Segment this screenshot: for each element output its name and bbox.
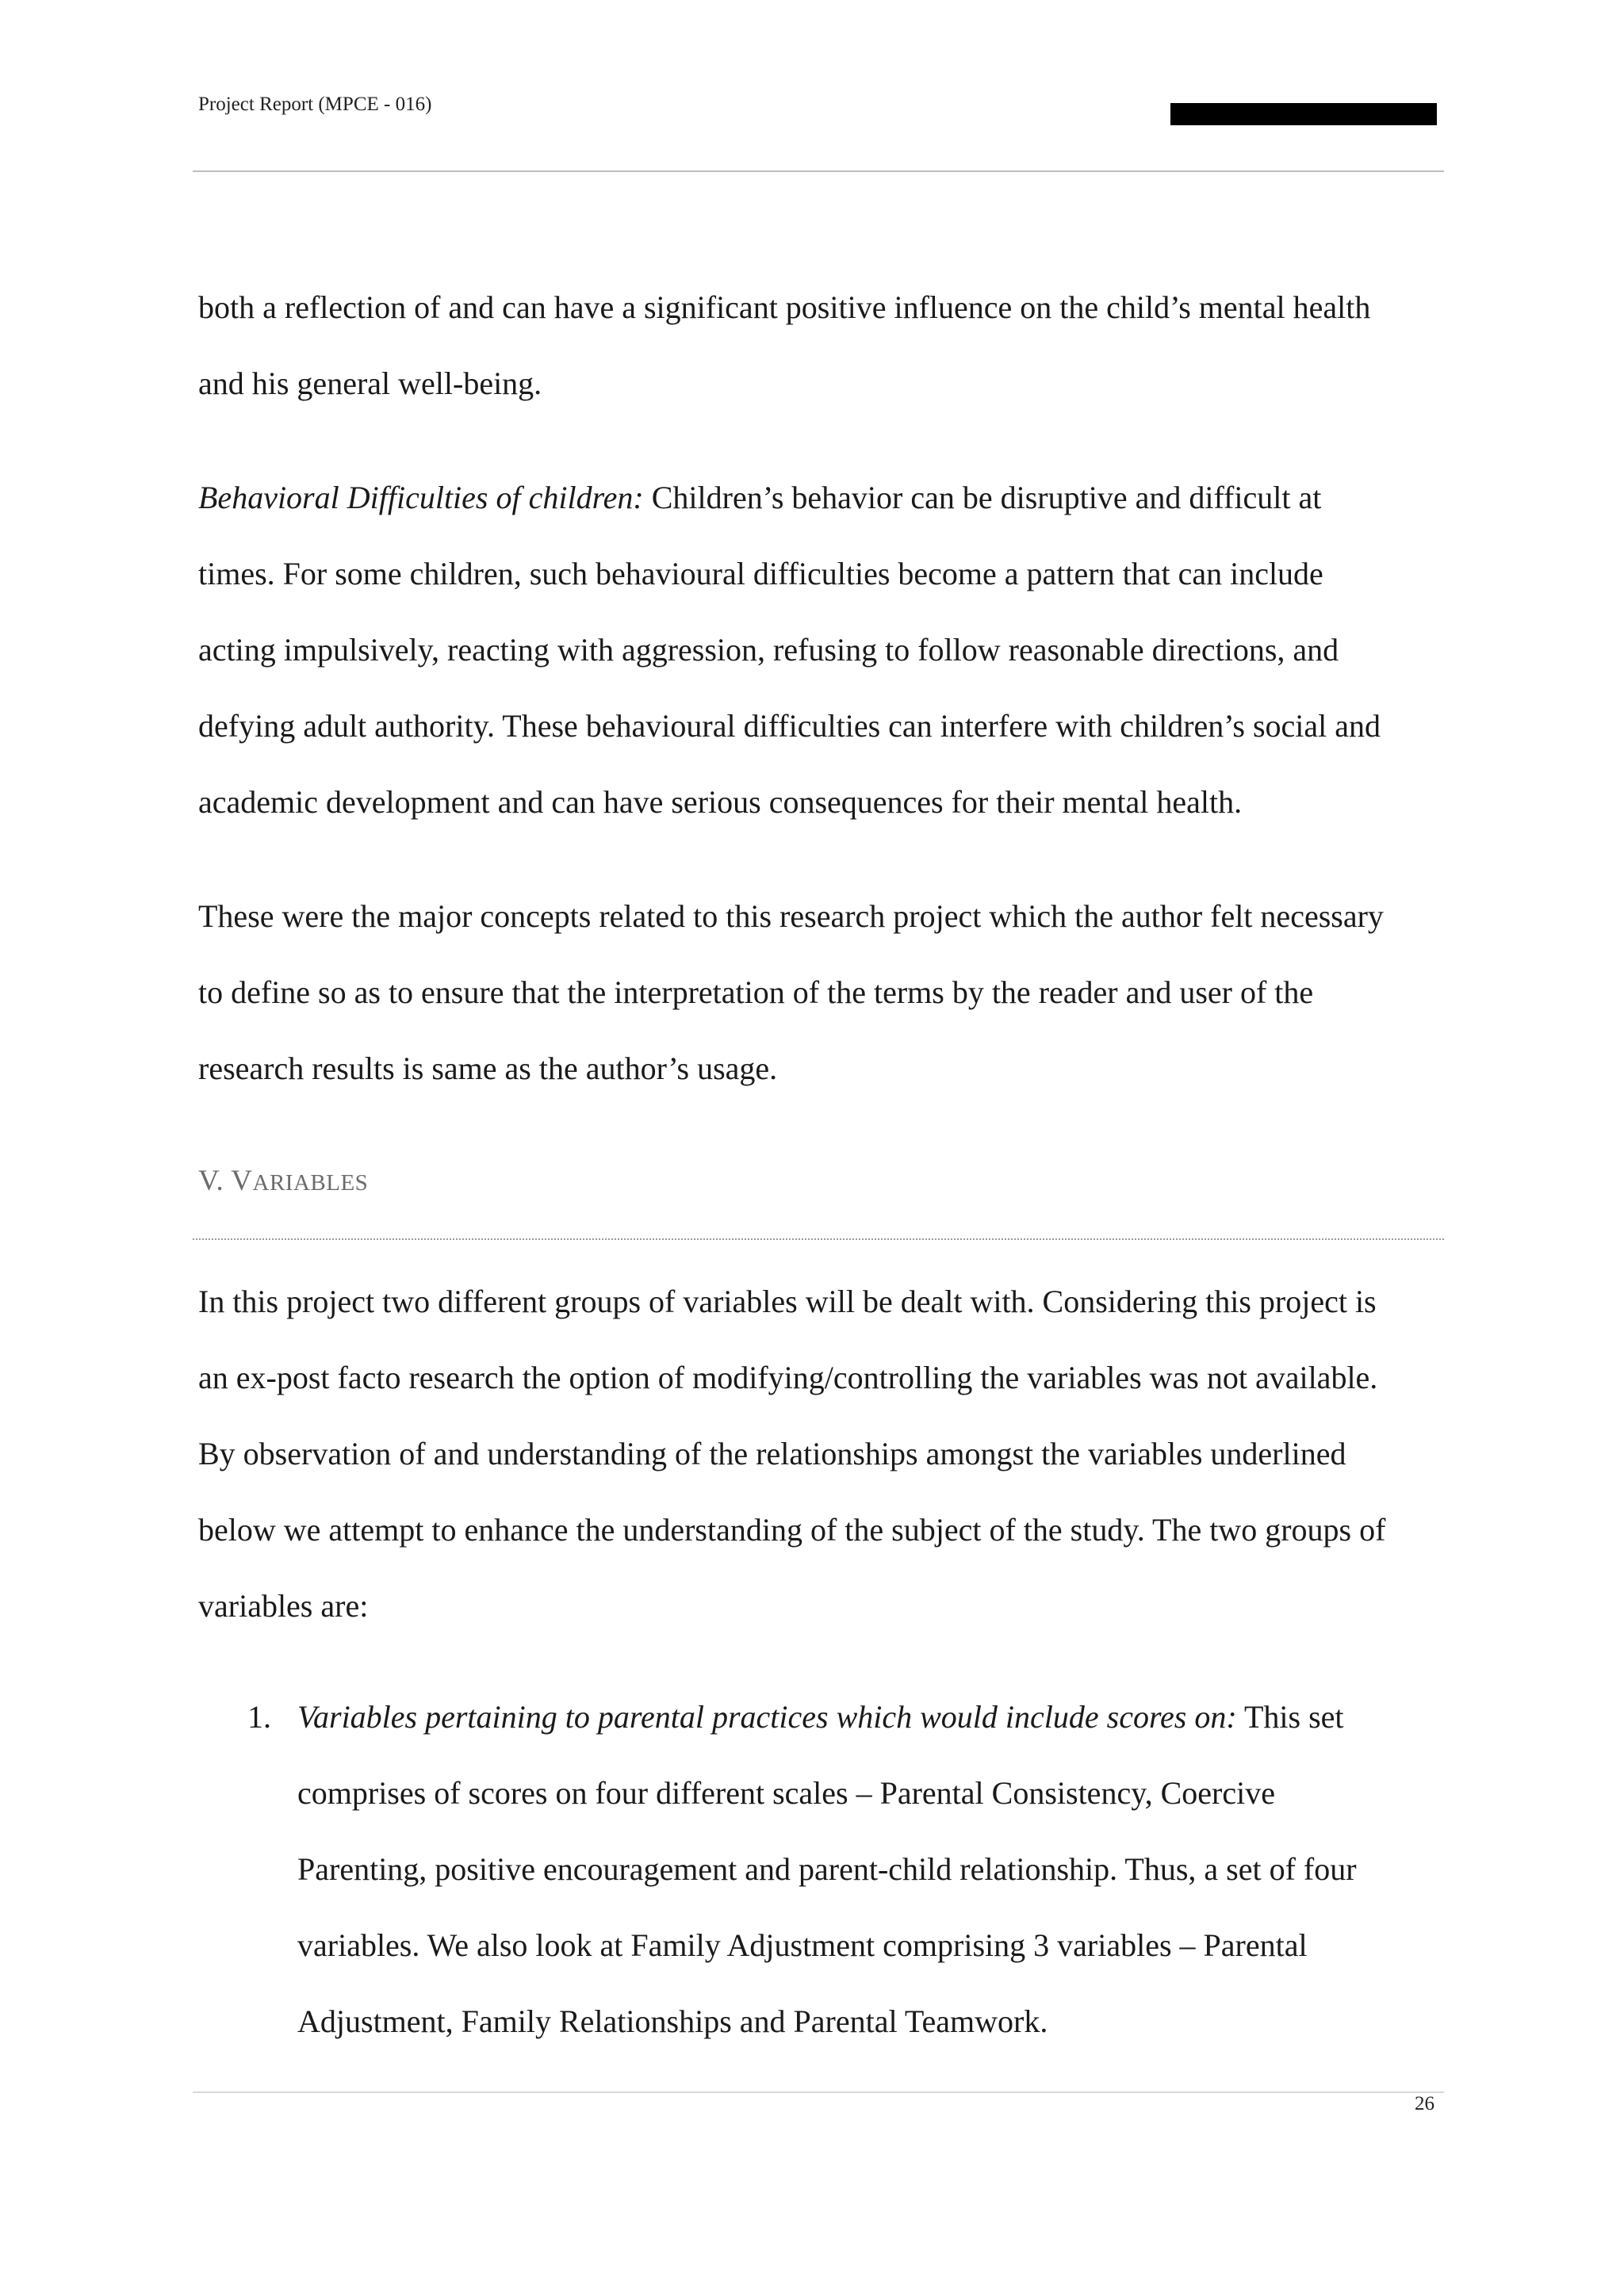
text-line: acting impulsively, reacting with aggression, refusing to follow reasonable directions, and — [198, 632, 1339, 668]
list-item — [297, 1679, 1357, 2060]
heading-prefix: V. V — [198, 1165, 253, 1197]
page-number: 26 — [1415, 2093, 1434, 2114]
text-fragment: This set — [1236, 1699, 1344, 1735]
heading-smallcaps: ARIABLES — [252, 1170, 369, 1196]
header-divider — [193, 170, 1444, 172]
text-line: times. For some children, such behavioural difficulties become a pattern that can include — [198, 556, 1323, 591]
text-line — [297, 1679, 1357, 1755]
text-line: academic development and can have serious consequences for their mental health. — [198, 784, 1243, 820]
text-line: both a reflection of and can have a significant positive influence on the child’s mental health — [198, 289, 1371, 325]
text-line: an ex-post facto research the option of modifying/controlling the variables was not available. — [198, 1360, 1378, 1395]
section-heading — [198, 1164, 368, 1198]
text-line: defying adult authority. These behavioural difficulties can interfere with children’s social and — [198, 708, 1381, 744]
redaction-bar — [1170, 103, 1437, 125]
text-fragment: Children’s behavior can be disruptive and difficult at — [643, 480, 1322, 515]
text-line: below we attempt to enhance the understanding of the subject of the study. The two groups of — [198, 1512, 1386, 1548]
text-line: Parenting, positive encouragement and parent-child relationship. Thus, a set of four — [297, 1851, 1357, 1887]
paragraph-variables-intro — [198, 1264, 1451, 1644]
text-line: to define so as to ensure that the interpretation of the terms by the reader and user of the — [198, 974, 1314, 1010]
section-divider — [193, 1238, 1444, 1240]
term-label: Behavioral Difficulties of children: — [198, 480, 644, 515]
list-item-number: 1. — [247, 1699, 271, 1735]
paragraph-behavioral-difficulties — [198, 460, 1451, 840]
text-line: research results is same as the author’s usage. — [198, 1050, 778, 1086]
text-line: By observation of and understanding of the relationships amongst the variables underlined — [198, 1436, 1346, 1471]
text-line: comprises of scores on four different scales – Parental Consistency, Coercive — [297, 1775, 1275, 1811]
paragraph-concepts-summary — [198, 878, 1451, 1107]
text-line: In this project two different groups of variables will be dealt with. Considering this project is — [198, 1284, 1377, 1319]
running-header: Project Report (MPCE - 016) — [198, 94, 432, 115]
text-line: Adjustment, Family Relationships and Parental Teamwork. — [297, 2003, 1048, 2039]
list-item-lead: Variables pertaining to parental practices which would include scores on: — [297, 1699, 1237, 1735]
text-line: and his general well-being. — [198, 365, 542, 401]
text-line: variables are: — [198, 1588, 369, 1624]
text-line: variables. We also look at Family Adjustment comprising 3 variables – Parental — [297, 1927, 1308, 1963]
paragraph-continuation — [198, 270, 1451, 422]
text-line — [198, 460, 1451, 536]
footer-divider — [193, 2091, 1444, 2093]
text-line: These were the major concepts related to this research project which the author felt necessary — [198, 898, 1384, 934]
